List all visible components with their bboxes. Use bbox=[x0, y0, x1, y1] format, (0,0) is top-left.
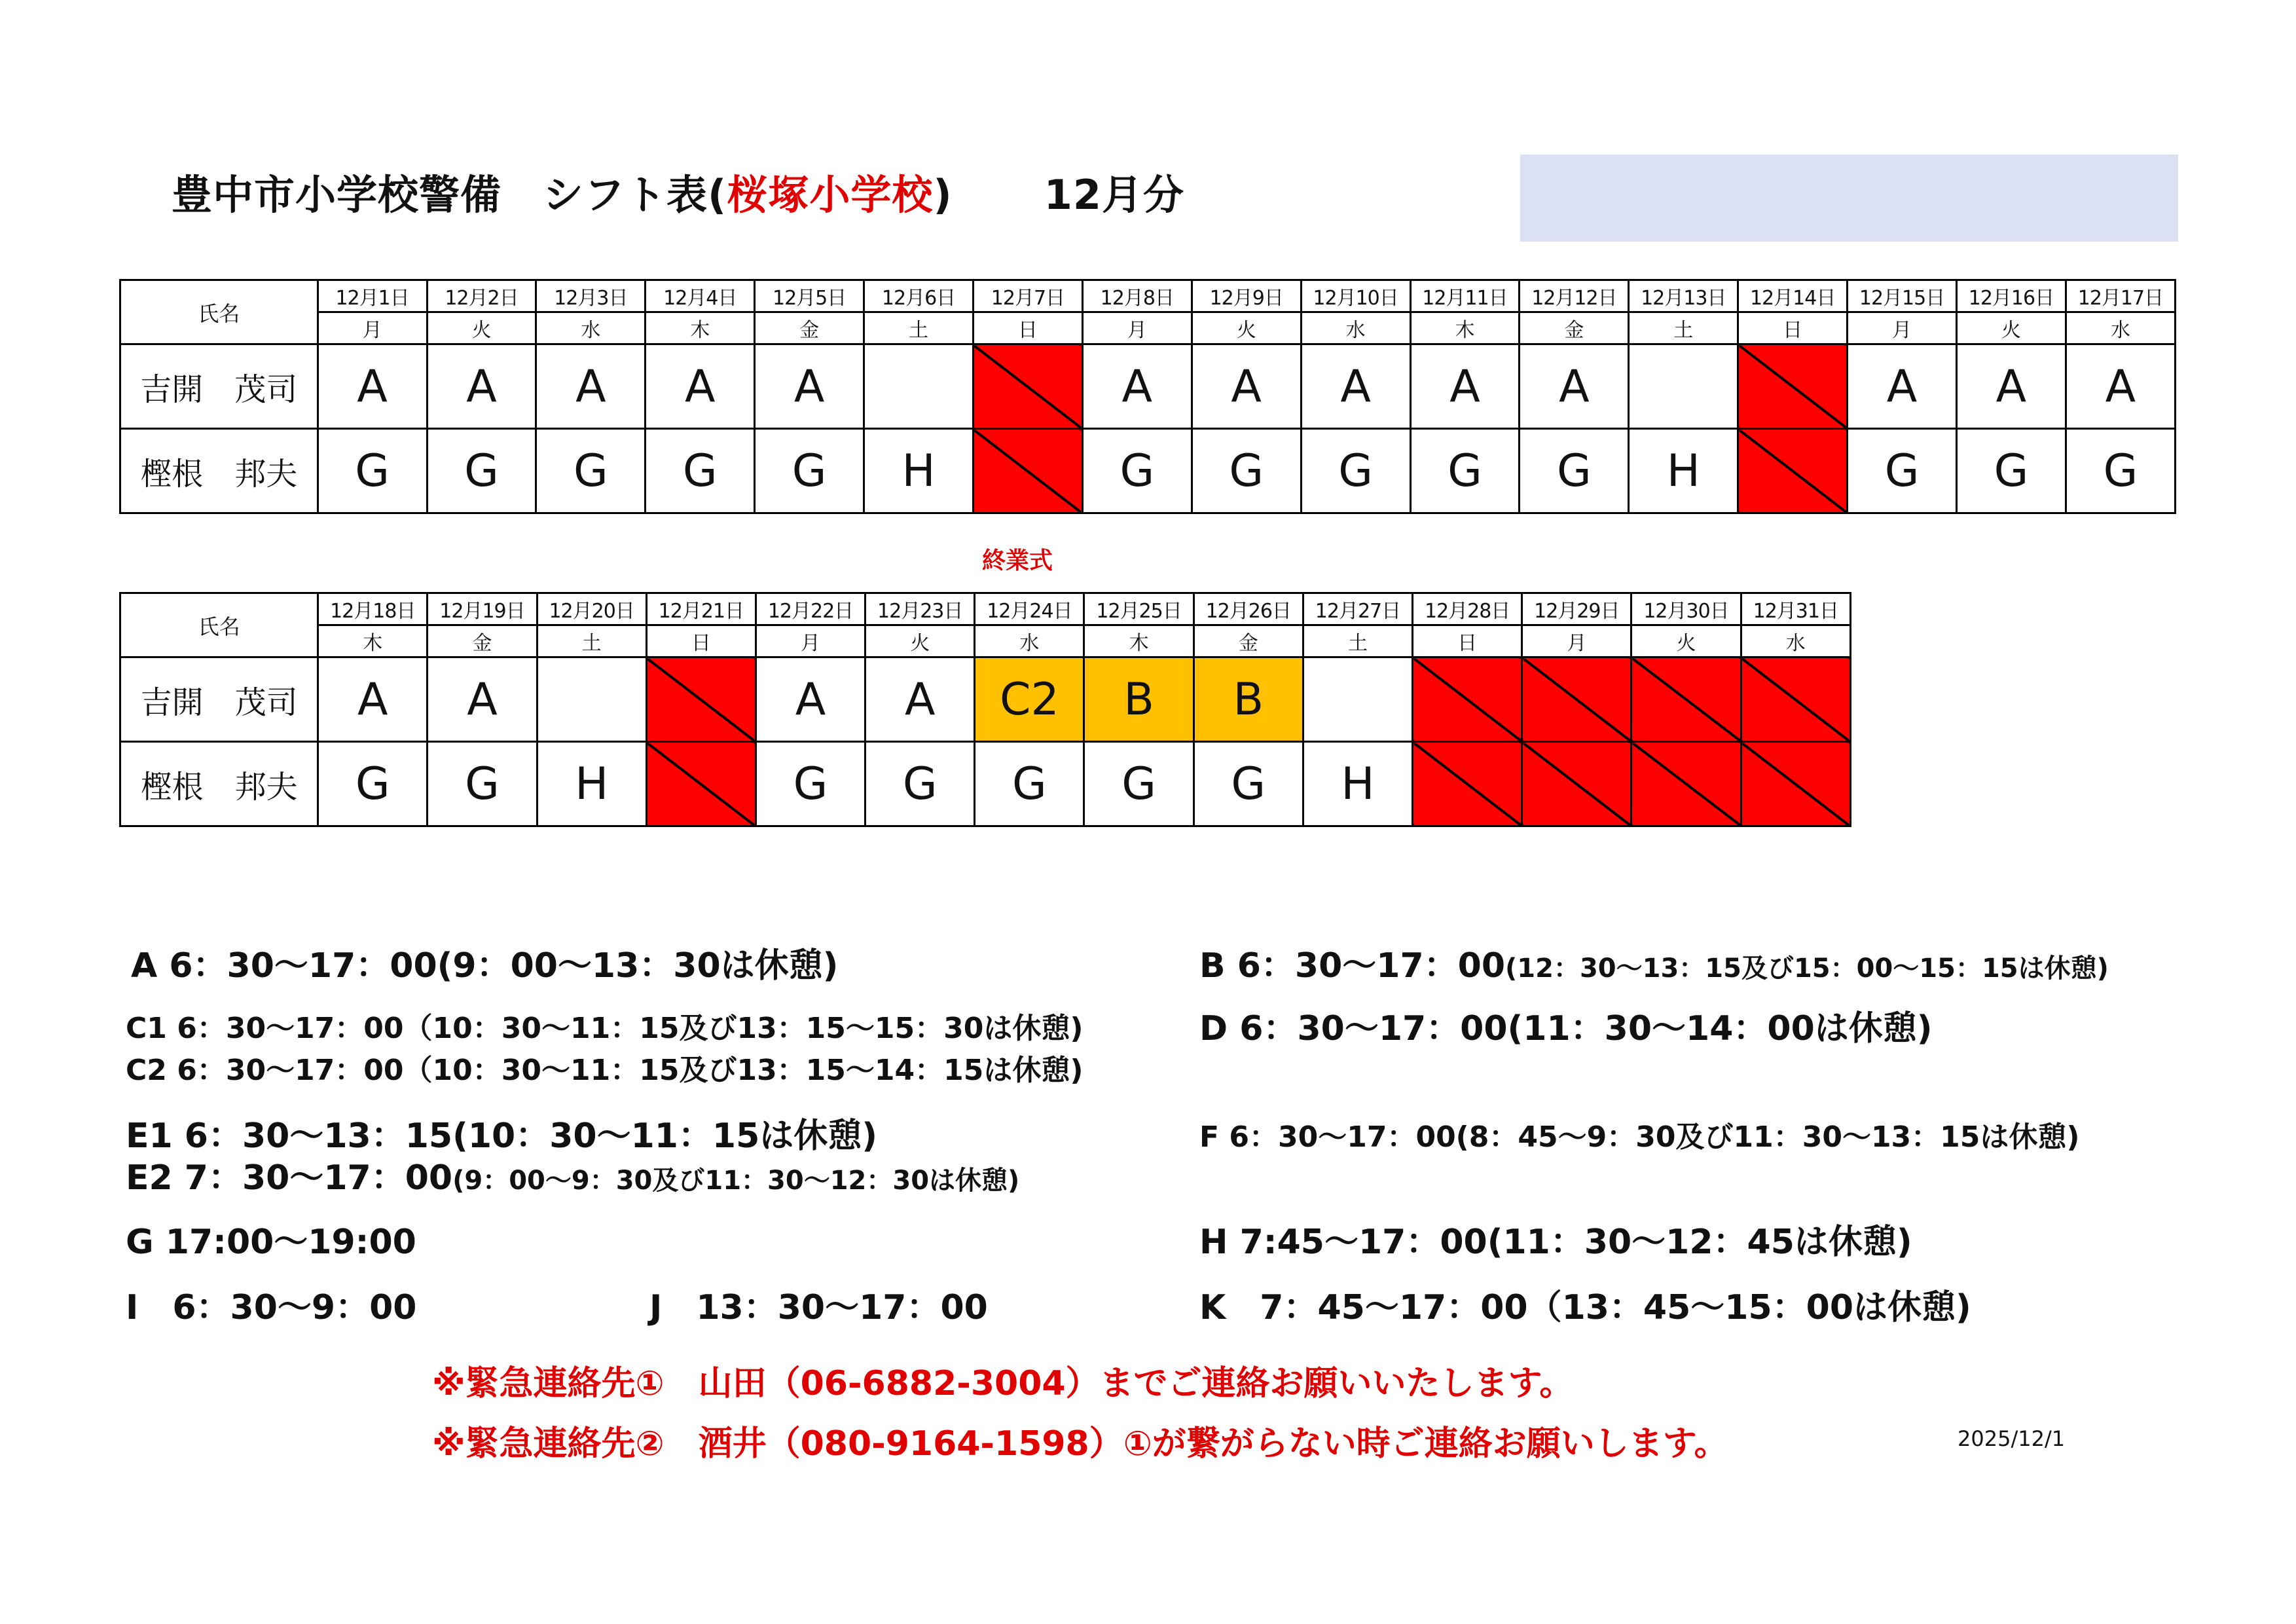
shift-cell: G bbox=[427, 429, 536, 513]
legend-i: I 6：30～9：00 bbox=[126, 1288, 417, 1327]
shift-cell: A bbox=[866, 657, 975, 742]
emergency-contact-1: ※緊急連絡先① 山田（06-6882-3004）までご連絡お願いいたします。 bbox=[432, 1364, 1574, 1403]
shift-cell: G bbox=[536, 429, 646, 513]
weekday-cell: 金 bbox=[755, 312, 864, 344]
weekday-cell: 木 bbox=[646, 312, 755, 344]
shift-cell: A bbox=[1192, 344, 1301, 429]
day-off-cell bbox=[1631, 657, 1741, 742]
day-off-cell bbox=[646, 657, 756, 742]
date-cell: 12月29日 bbox=[1522, 593, 1631, 625]
weekday-cell: 土 bbox=[864, 312, 974, 344]
shift-cell: G bbox=[318, 429, 427, 513]
weekday-cell: 日 bbox=[1413, 625, 1522, 657]
schedule-table-2 bbox=[119, 592, 1851, 827]
weekday-cell: 火 bbox=[1192, 312, 1301, 344]
date-cell: 12月24日 bbox=[975, 593, 1084, 625]
day-off-cell bbox=[1631, 742, 1741, 826]
legend-b-main: B 6：30～17：00 bbox=[1199, 946, 1506, 986]
shift-cell: H bbox=[1303, 742, 1412, 826]
weekday-cell: 金 bbox=[428, 625, 537, 657]
day-off-cell bbox=[1741, 742, 1850, 826]
legend-e2-note: (9：00～9：30及び11：30～12：30は休憩) bbox=[452, 1166, 1020, 1196]
employee-name: 樫根 邦夫 bbox=[120, 429, 318, 513]
shift-cell: G bbox=[428, 742, 537, 826]
weekday-cell: 火 bbox=[1631, 625, 1741, 657]
date-cell: 12月4日 bbox=[646, 280, 755, 312]
shift-cell: G bbox=[646, 429, 755, 513]
shift-cell: A bbox=[536, 344, 646, 429]
date-row bbox=[120, 593, 1851, 625]
date-cell: 12月15日 bbox=[1848, 280, 1957, 312]
date-cell: 12月11日 bbox=[1410, 280, 1520, 312]
day-off-cell bbox=[1413, 657, 1522, 742]
employee-row bbox=[120, 657, 1851, 742]
legend-h: H 7:45～17：00(11：30～12：45は休憩) bbox=[1199, 1223, 1912, 1262]
date-cell: 12月16日 bbox=[1956, 280, 2066, 312]
date-cell: 12月2日 bbox=[427, 280, 536, 312]
date-cell: 12月7日 bbox=[973, 280, 1082, 312]
weekday-cell: 月 bbox=[318, 312, 427, 344]
shift-cell: A bbox=[318, 344, 427, 429]
schedule-table-1 bbox=[119, 279, 2176, 514]
legend-j: J 13：30～17：00 bbox=[649, 1288, 988, 1327]
shift-cell-highlighted: B bbox=[1084, 657, 1194, 742]
shift-cell: G bbox=[755, 429, 864, 513]
weekday-cell: 火 bbox=[866, 625, 975, 657]
weekday-cell: 木 bbox=[1084, 625, 1194, 657]
shift-cell-highlighted: C2 bbox=[975, 657, 1084, 742]
date-cell: 12月21日 bbox=[646, 593, 756, 625]
employee-name: 吉開 茂司 bbox=[120, 344, 318, 429]
shift-cell: G bbox=[1192, 429, 1301, 513]
day-off-cell bbox=[1738, 344, 1848, 429]
name-header: 氏名 bbox=[120, 280, 318, 344]
date-cell: 12月20日 bbox=[537, 593, 646, 625]
name-header: 氏名 bbox=[120, 593, 318, 657]
date-cell: 12月28日 bbox=[1413, 593, 1522, 625]
date-cell: 12月12日 bbox=[1520, 280, 1629, 312]
employee-name: 樫根 邦夫 bbox=[120, 742, 318, 826]
school-name: 桜塚小学校 bbox=[727, 171, 934, 219]
date-cell: 12月9日 bbox=[1192, 280, 1301, 312]
shift-cell: A bbox=[428, 657, 537, 742]
employee-row bbox=[120, 344, 2176, 429]
weekday-row bbox=[120, 312, 2176, 344]
emergency-contact-2: ※緊急連絡先② 酒井（080-9164-1598）①が繋がらない時ご連絡お願いします。 bbox=[432, 1424, 1728, 1464]
shift-cell: H bbox=[864, 429, 974, 513]
date-cell: 12月5日 bbox=[755, 280, 864, 312]
day-off-cell bbox=[646, 742, 756, 826]
date-row bbox=[120, 280, 2176, 312]
title-prefix: 豊中市小学校警備 シフト表( bbox=[172, 171, 727, 219]
shift-cell: G bbox=[756, 742, 865, 826]
weekday-cell: 金 bbox=[1194, 625, 1303, 657]
date-cell: 12月18日 bbox=[318, 593, 428, 625]
shift-cell: A bbox=[1082, 344, 1192, 429]
date-cell: 12月30日 bbox=[1631, 593, 1741, 625]
date-cell: 12月27日 bbox=[1303, 593, 1412, 625]
legend-f: F 6：30～17：00(8：45～9：30及び11：30～13：15は休憩) bbox=[1199, 1120, 2080, 1154]
weekday-cell: 火 bbox=[427, 312, 536, 344]
page-title bbox=[172, 162, 1184, 221]
day-off-cell bbox=[1522, 657, 1631, 742]
date-cell: 12月19日 bbox=[428, 593, 537, 625]
header-blank-box bbox=[1520, 155, 2178, 242]
shift-cell: A bbox=[1301, 344, 1410, 429]
weekday-cell: 日 bbox=[973, 312, 1082, 344]
shift-cell-highlighted: B bbox=[1194, 657, 1303, 742]
shift-cell: G bbox=[1084, 742, 1194, 826]
weekday-cell: 日 bbox=[1738, 312, 1848, 344]
title-suffix: ) bbox=[933, 171, 953, 219]
date-cell: 12月22日 bbox=[756, 593, 865, 625]
shift-cell: A bbox=[756, 657, 865, 742]
document-date: 2025/12/1 bbox=[1958, 1426, 2066, 1451]
date-cell: 12月26日 bbox=[1194, 593, 1303, 625]
legend-a: A 6：30～17：00(9：00～13：30は休憩) bbox=[131, 946, 839, 986]
month-label: 12月分 bbox=[1044, 171, 1184, 219]
weekday-cell: 水 bbox=[1741, 625, 1850, 657]
weekday-cell: 木 bbox=[1410, 312, 1520, 344]
shift-cell bbox=[537, 657, 646, 742]
shift-cell: A bbox=[1956, 344, 2066, 429]
weekday-cell: 火 bbox=[1956, 312, 2066, 344]
shift-cell: A bbox=[646, 344, 755, 429]
shift-cell: A bbox=[427, 344, 536, 429]
date-cell: 12月25日 bbox=[1084, 593, 1194, 625]
date-cell: 12月10日 bbox=[1301, 280, 1410, 312]
shift-cell: A bbox=[755, 344, 864, 429]
employee-name: 吉開 茂司 bbox=[120, 657, 318, 742]
legend-k: K 7：45～17：00（13：45～15：00は休憩) bbox=[1199, 1288, 1971, 1327]
legend-c1: C1 6：30～17：00（10：30～11：15及び13：15～15：30は休憩) bbox=[126, 1012, 1084, 1045]
employee-row bbox=[120, 429, 2176, 513]
shift-cell: A bbox=[1520, 344, 1629, 429]
shift-cell: G bbox=[1301, 429, 1410, 513]
shift-cell bbox=[1629, 344, 1738, 429]
day-off-cell bbox=[1522, 742, 1631, 826]
shift-cell: H bbox=[1629, 429, 1738, 513]
shift-cell: G bbox=[1956, 429, 2066, 513]
shift-cell: G bbox=[866, 742, 975, 826]
shift-cell: A bbox=[1848, 344, 1957, 429]
shift-cell: G bbox=[1520, 429, 1629, 513]
day-off-cell bbox=[1741, 657, 1850, 742]
date-cell: 12月1日 bbox=[318, 280, 427, 312]
weekday-cell: 土 bbox=[1629, 312, 1738, 344]
day-off-cell bbox=[973, 344, 1082, 429]
shift-cell bbox=[864, 344, 974, 429]
weekday-cell: 金 bbox=[1520, 312, 1629, 344]
closing-ceremony-label: 終業式 bbox=[982, 547, 1053, 574]
weekday-cell: 月 bbox=[756, 625, 865, 657]
weekday-cell: 木 bbox=[318, 625, 428, 657]
date-cell: 12月23日 bbox=[866, 593, 975, 625]
shift-cell: H bbox=[537, 742, 646, 826]
shift-cell: A bbox=[1410, 344, 1520, 429]
shift-cell: G bbox=[2066, 429, 2175, 513]
weekday-cell: 土 bbox=[537, 625, 646, 657]
legend-c2: C2 6：30～17：00（10：30～11：15及び13：15～14：15は休憩) bbox=[126, 1054, 1084, 1087]
weekday-cell: 日 bbox=[646, 625, 756, 657]
weekday-cell: 月 bbox=[1522, 625, 1631, 657]
shift-cell: G bbox=[1082, 429, 1192, 513]
shift-cell: G bbox=[1194, 742, 1303, 826]
date-cell: 12月13日 bbox=[1629, 280, 1738, 312]
shift-cell: G bbox=[975, 742, 1084, 826]
shift-cell bbox=[1303, 657, 1412, 742]
date-cell: 12月31日 bbox=[1741, 593, 1850, 625]
weekday-cell: 水 bbox=[536, 312, 646, 344]
legend-e2-main: E2 7：30～17：00 bbox=[126, 1158, 453, 1198]
day-off-cell bbox=[1738, 429, 1848, 513]
legend-e2 bbox=[126, 1150, 1019, 1199]
weekday-cell: 土 bbox=[1303, 625, 1412, 657]
shift-cell: A bbox=[2066, 344, 2175, 429]
weekday-cell: 水 bbox=[975, 625, 1084, 657]
day-off-cell bbox=[973, 429, 1082, 513]
weekday-cell: 月 bbox=[1848, 312, 1957, 344]
legend-g: G 17:00～19:00 bbox=[126, 1223, 416, 1262]
weekday-row bbox=[120, 625, 1851, 657]
date-cell: 12月6日 bbox=[864, 280, 974, 312]
weekday-cell: 水 bbox=[1301, 312, 1410, 344]
date-cell: 12月8日 bbox=[1082, 280, 1192, 312]
date-cell: 12月3日 bbox=[536, 280, 646, 312]
day-off-cell bbox=[1413, 742, 1522, 826]
date-cell: 12月14日 bbox=[1738, 280, 1848, 312]
legend-d: D 6：30～17：00(11：30～14：00は休憩) bbox=[1199, 1009, 1933, 1048]
shift-cell: G bbox=[318, 742, 428, 826]
legend-e1: E1 6：30～13：15(10：30～11：15は休憩) bbox=[126, 1116, 878, 1156]
weekday-cell: 月 bbox=[1082, 312, 1192, 344]
shift-cell: G bbox=[1410, 429, 1520, 513]
shift-cell: A bbox=[318, 657, 428, 742]
legend-b-note: (12：30～13：15及び15：00～15：15は休憩) bbox=[1505, 953, 2109, 984]
date-cell: 12月17日 bbox=[2066, 280, 2175, 312]
employee-row bbox=[120, 742, 1851, 826]
weekday-cell: 水 bbox=[2066, 312, 2175, 344]
legend-b bbox=[1199, 938, 2109, 987]
shift-cell: G bbox=[1848, 429, 1957, 513]
